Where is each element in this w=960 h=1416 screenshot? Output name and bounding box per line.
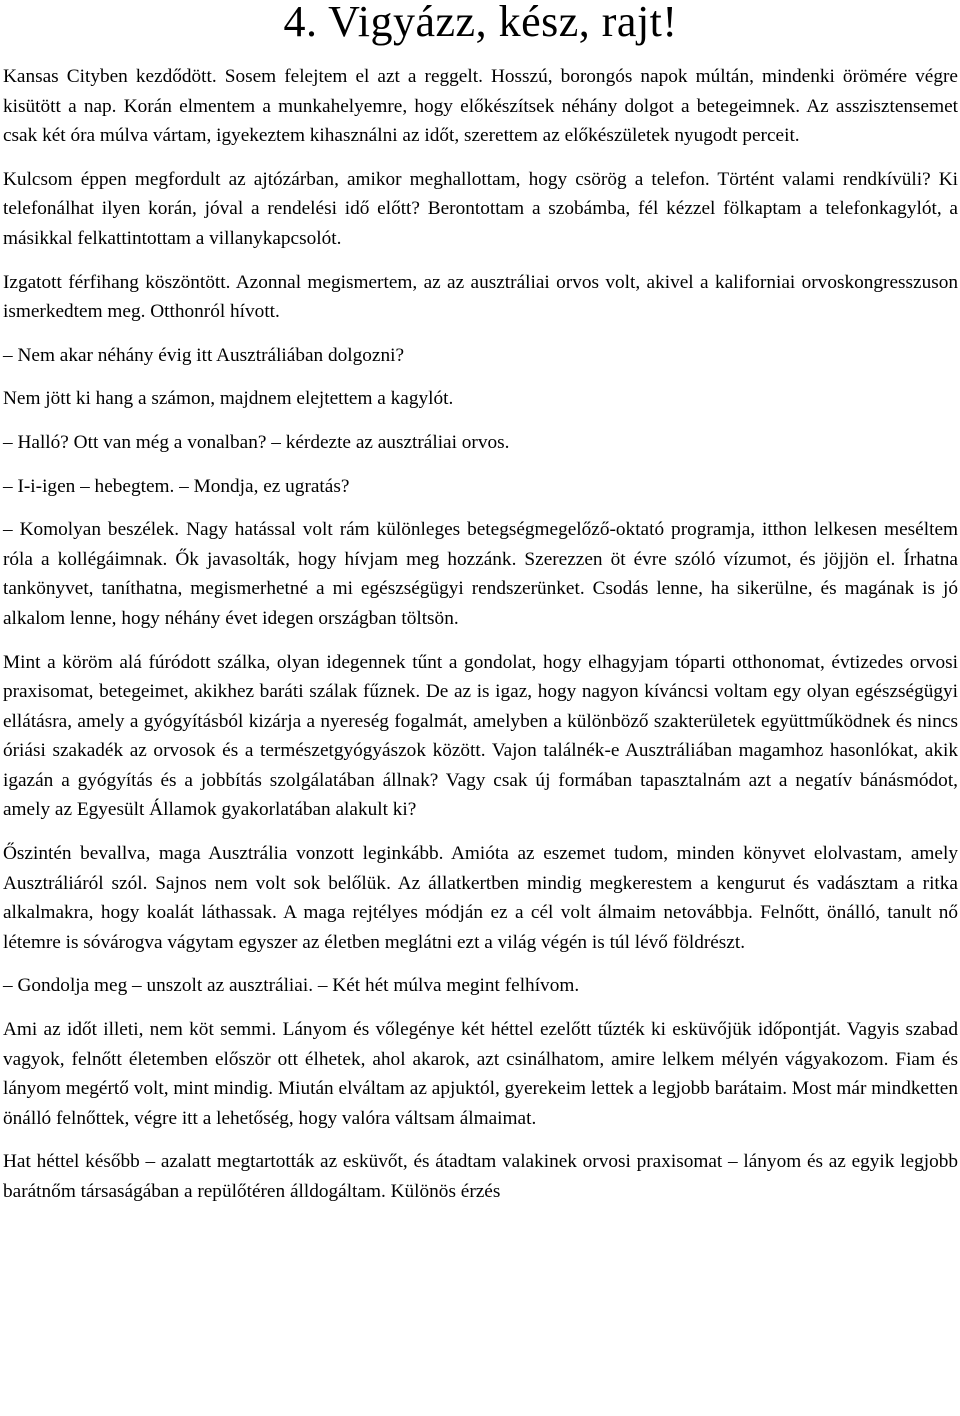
dialogue-line-3: – I-i-igen – hebegtem. – Mondja, ez ugratás? bbox=[3, 475, 350, 497]
paragraph-3: Izgatott férfihang köszöntött. Azonnal megismertem, az az ausztráliai orvos volt, akivel a kaliforniai orvoskongresszuson ismerkedtem meg. Otthonról hívott. bbox=[3, 271, 958, 323]
dialogue-line-2: – Halló? Ott van még a vonalban? – kérdezte az ausztráliai orvos. bbox=[3, 431, 510, 453]
chapter-title: 4. Vigyázz, kész, rajt! bbox=[283, 0, 678, 46]
paragraph-1: Kansas Cityben kezdődött. Sosem felejtem el azt a reggelt. Hosszú, borongós napok múltán, mindenki örömére végre kisütött a nap. Korán elmentem a munkahelyemre, hogy előkészítsek néhány dolgot a betegeimnek. Az asszisztensemet csak két óra múlva vártam, igyekeztem kihasználni az időt, szerettem az előkészületek nyugodt perceit. bbox=[3, 66, 958, 147]
paragraph-2: Kulcsom éppen megfordult az ajtózárban, amikor meghallottam, hogy csörög a telefon. Történt valami rendkívüli? Ki telefonálhat ilyen korán, jóval a rendelési idő előtt? Berontottam a szobámba, fél kézzel fölkaptam a telefonkagylót, a másikkal felkattintottam a villanykapcsolót. bbox=[3, 168, 958, 249]
dialogue-line-5: – Gondolja meg – unszolt az ausztráliai. – Két hét múlva megint felhívom. bbox=[3, 975, 580, 997]
paragraph-8: Hat héttel később – azalatt megtartották az esküvőt, és átadtam valakinek orvosi praxisomat – lányom és az egyik legjobb barátnőm társaságában a repülőtéren álldogáltam. Különös érzés bbox=[3, 1151, 958, 1202]
paragraph-6: Őszintén bevallva, maga Ausztrália vonzott leginkább. Amióta az eszemet tudom, minden könyvet elolvastam, amely Ausztráliáról szól. Sajnos nem volt sok belőlük. Az állatkertben mindig megkerestem a kengurut és vadásztam a ritka alkalmakra, hogy koalát láthassak. A maga rejtélyes módján ez a cél volt álmaim netovábbja. Felnőtt, önálló, tanult nő létemre is sóvárogva vágytam egyszer az életben meglátni ezt a világ végén is túl lévő földrészt. bbox=[3, 843, 958, 953]
paragraph-4: Nem jött ki hang a számon, majdnem elejtettem a kagylót. bbox=[3, 388, 454, 410]
paragraph-7: Ami az időt illeti, nem köt semmi. Lányom és vőlegénye két héttel ezelőtt tűzték ki esküvőjük időpontját. Vagyis szabad vagyok, felnőtt életemben először ott élhetek, ahol akarok, azt csinálhatom, amire lelkem mélyén vágyakozom. Fiam és lányom megértő volt, mint mindig. Miután elváltam az apjuktól, gyerekeim lettek a legjobb barátaim. Most már mindketten önálló felnőttek, végre itt a lehetőség, hogy valóra váltsam álmaimat. bbox=[3, 1019, 958, 1129]
document-page bbox=[3, 0, 958, 1207]
paragraph-5: Mint a köröm alá fúródott szálka, olyan idegennek tűnt a gondolat, hogy elhagyjam tóparti otthonomat, évtizedes orvosi praxisomat, betegeimet, akikhez baráti szálak fűznek. De az is igaz, hogy nagyon kíváncsi voltam egy olyan egészségügyi ellátásra, amely a gyógyításból kizárja a nyereség fogalmát, amelyben a különböző szakterületek együttműködnek és nincs óriási szakadék az orvosok és a természetgyógyászok között. Vajon találnék-e Ausztráliában magamhoz hasonlókat, akik igazán a gyógyítás és a jobbítás szolgálatában állnak? Vagy csak új formában tapasztalnám azt a negatív bánásmódot, amely az Egyesült Államok gyakorlatában alakult ki? bbox=[3, 651, 958, 821]
dialogue-paragraph-4: – Komolyan beszélek. Nagy hatással volt rám különleges betegségmegelőző-oktató programja, itthon lelkesen meséltem róla a kollégáimnak. Ők javasolták, hogy hívjam meg hozzánk. Szerezzen öt évre szóló vízumot, és jöjjön el. Írhatna tankönyvet, taníthatna, megismerhetné a mi egészségügyi rendszerünket. Csodás lenne, ha sikerülne, és magának is jó alkalom lenne, hogy néhány évet idegen országban töltsön. bbox=[3, 519, 958, 629]
dialogue-line-1: – Nem akar néhány évig itt Ausztráliában dolgozni? bbox=[3, 344, 405, 366]
